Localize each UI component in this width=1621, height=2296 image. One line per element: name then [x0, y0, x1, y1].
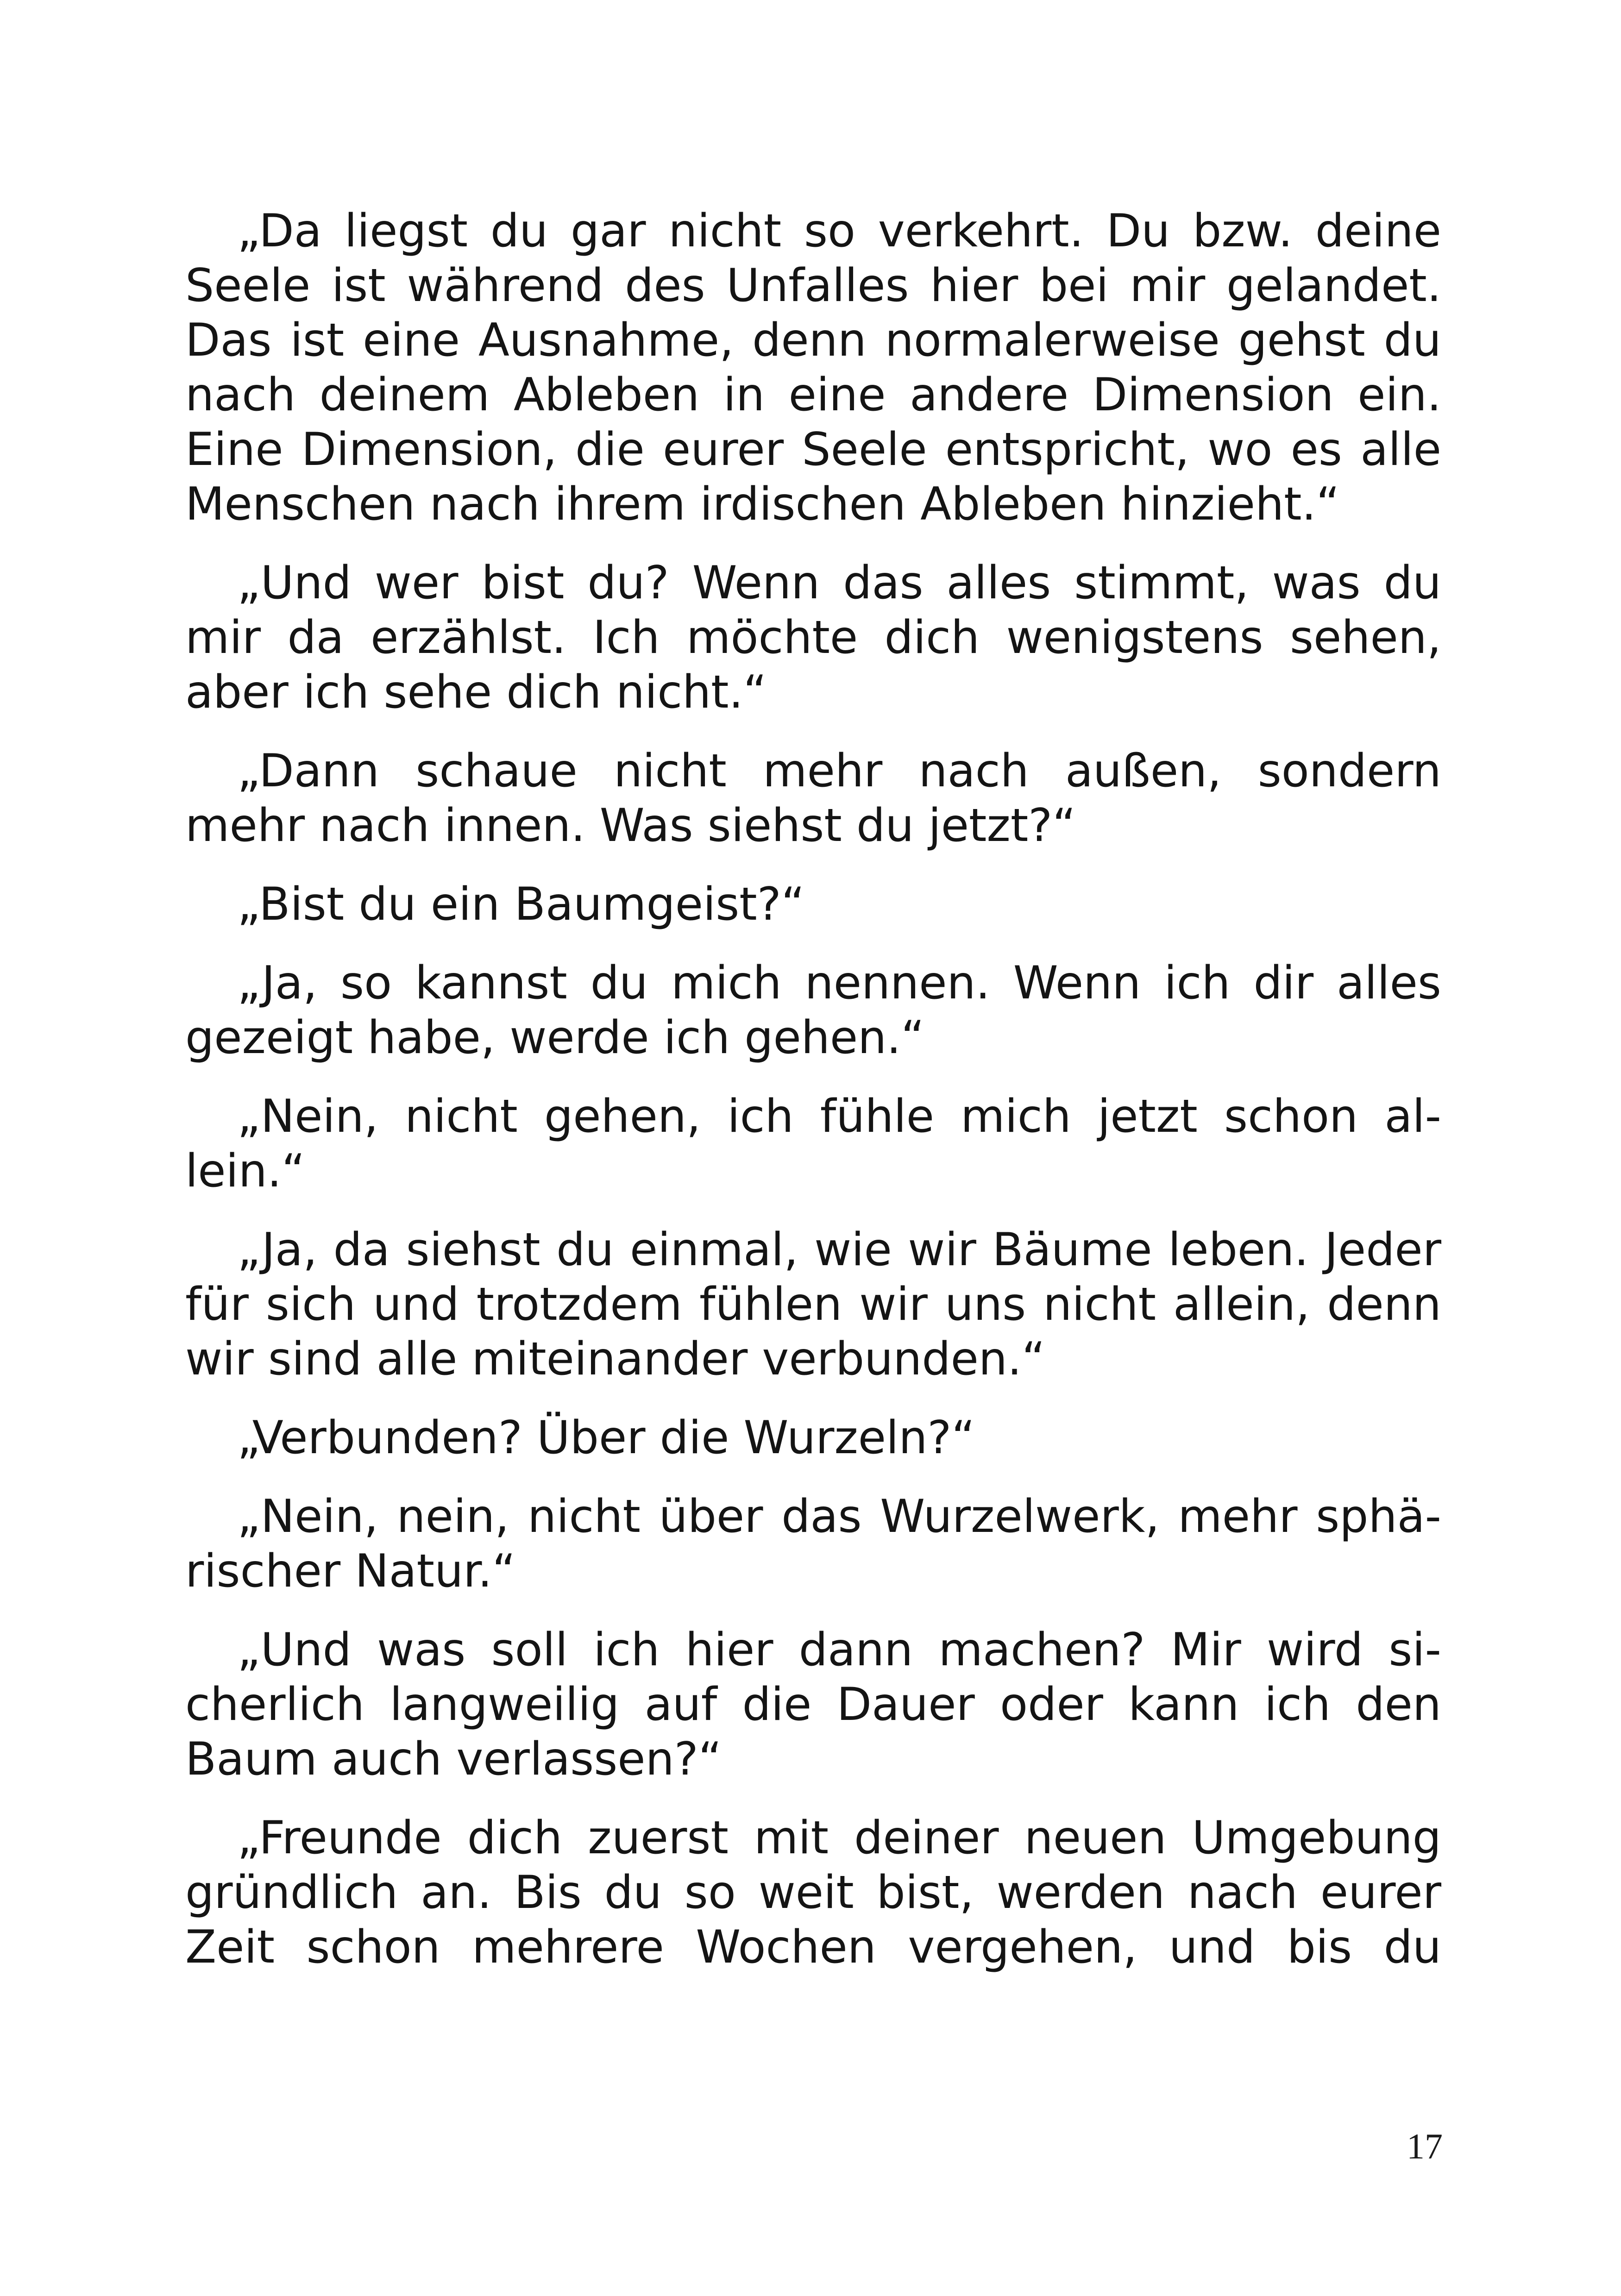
paragraph-last: „Freunde dich zuerst mit deiner neuen Umgebung gründlich an. Bis du so weit bist, werden nach eurer Zeit schon mehrere Wochen vergehen, und bis du: [185, 1812, 1441, 1974]
page-number: 17: [1407, 2126, 1443, 2166]
paragraph: „Bist du ein Baumgeist?“: [237, 878, 805, 931]
paragraph: „Ja, da siehst du einmal, wie wir Bäume leben. Jeder für sich und trotzdem fühlen wir uns nicht allein, denn wir sind alle miteinander verbunden.“: [185, 1223, 1441, 1386]
paragraph: „Da liegst du gar nicht so verkehrt. Du bzw. deine Seele ist während des Unfalles hier bei mir gelandet. Das ist eine Ausnahme, denn normalerweise gehst du nach deinem Ableben in eine andere Dimension ein. Eine Dimension, die eurer Seele entspricht, wo es alle Menschen nach ihrem irdischen Ableben hinzieht.“: [185, 205, 1441, 531]
paragraph: „Nein, nicht gehen, ich fühle mich jetzt schon allein.“: [185, 1090, 1441, 1198]
paragraph: „Und wer bist du? Wenn das alles stimmt, was du mir da erzählst. Ich möchte dich wenigstens sehen, aber ich sehe dich nicht.“: [185, 557, 1441, 719]
paragraph: „Nein, nein, nicht über das Wurzelwerk, mehr sphärischer Natur.“: [185, 1490, 1441, 1598]
paragraph: „Ja, so kannst du mich nennen. Wenn ich dir alles gezeigt habe, werde ich gehen.“: [185, 957, 1441, 1064]
paragraph: „Verbunden? Über die Wurzeln?“: [237, 1411, 975, 1464]
body-text: [185, 204, 1441, 1999]
paragraph: „Dann schaue nicht mehr nach außen, sondern mehr nach innen. Was siehst du jetzt?“: [185, 745, 1441, 852]
paragraph: „Und was soll ich hier dann machen? Mir wird sicherlich langweilig auf die Dauer oder kann ich den Baum auch verlassen?“: [185, 1624, 1441, 1786]
